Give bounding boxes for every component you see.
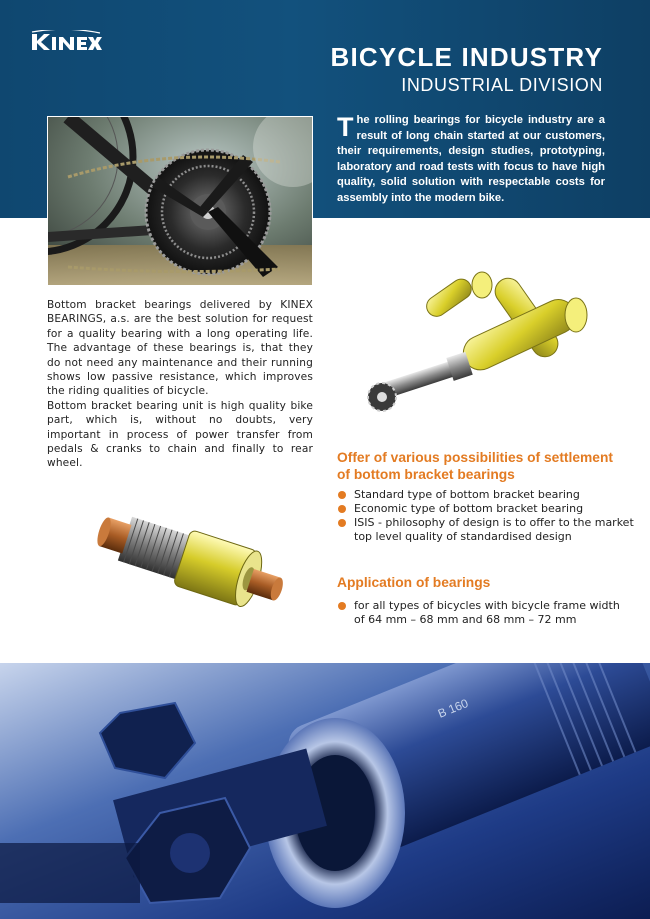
page-subtitle: INDUSTRIAL DIVISION (401, 75, 603, 95)
page-title-block (331, 42, 603, 96)
bullet-icon (338, 602, 346, 610)
intro-text: he rolling bearings for bicycle industry are a result of long chain started at our customers, their requirements, design studies, prototyping, laboratory and road tests with focus to have high quality, solid solution with respectable costs for assembly into the modern bike. (337, 114, 605, 204)
kinex-logo (30, 30, 102, 54)
bullet-icon (338, 519, 346, 527)
offer-list (337, 488, 637, 544)
bullet-icon (338, 491, 346, 499)
body-paragraph: Bottom bracket bearing unit is high quality bike part, which is, without no doubts, very important in process of power transfer from pedals & cranks to chain and finally to rear wheel. (47, 399, 313, 470)
list-item (337, 488, 637, 502)
list-item-text: ISIS - philosophy of design is to offer to the market top level quality of standardised design (354, 516, 634, 543)
intro-dropcap: T (337, 112, 354, 142)
frame-and-axle-illustration (364, 245, 604, 425)
application-heading: Application of bearings (337, 575, 491, 590)
application-list (337, 599, 627, 627)
body-paragraph: Bottom bracket bearings delivered by KINEX BEARINGS, a.s. are the best solution for request for a quality bearing with a long operating life. The advantage of these bearings is, that they do not need any maintenance and their running shows low passive resistance, which improves the riding qualities of bicycle. (47, 299, 313, 398)
list-item-text: for all types of bicycles with bicycle frame width of 64 mm – 68 mm and 68 mm – 72 mm (354, 599, 620, 626)
bottom-bracket-illustration (80, 505, 300, 625)
list-item-text: Standard type of bottom bracket bearing (354, 488, 580, 501)
intro-paragraph (337, 113, 605, 207)
offer-heading: Offer of various possibilities of settlement of bottom bracket bearings (337, 450, 613, 482)
list-item (337, 516, 637, 544)
list-item (337, 599, 627, 627)
crankset-photo (47, 116, 313, 286)
bullet-icon (338, 505, 346, 513)
list-item (337, 502, 637, 516)
engraving-text: B 160 (435, 696, 471, 721)
bottom-bracket-photo (0, 663, 650, 919)
left-column-text (47, 298, 313, 471)
list-item-text: Economic type of bottom bracket bearing (354, 502, 584, 515)
page-title: BICYCLE INDUSTRY (330, 42, 603, 72)
